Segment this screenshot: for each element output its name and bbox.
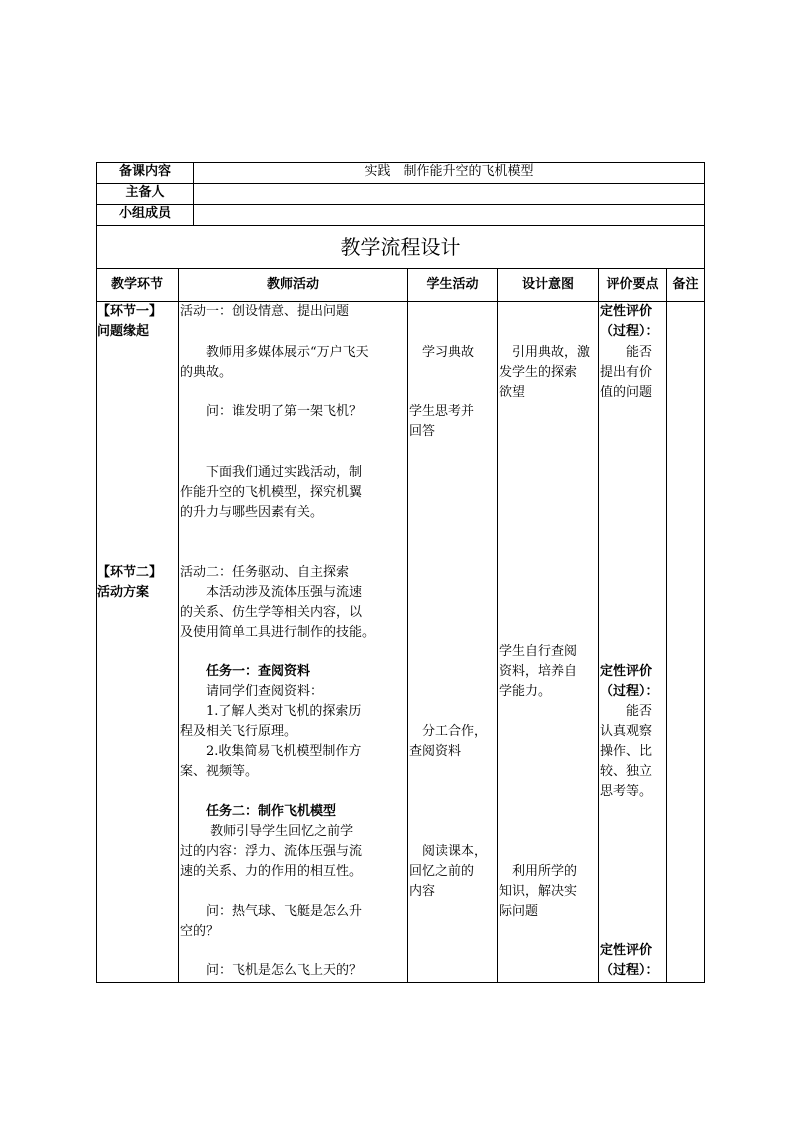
stage-label: 【环节二】 xyxy=(97,565,163,580)
banner-title: 教学流程设计 xyxy=(340,235,461,259)
teacher-text: 2.收集简易飞机模型制作方 xyxy=(180,744,362,759)
eval-point: 认真观察 xyxy=(600,724,653,739)
stage-label: 活动方案 xyxy=(97,585,150,600)
col-header-student: 学生活动 xyxy=(426,277,479,292)
teacher-text: 过的内容：浮力、流体压强与流 xyxy=(180,844,363,859)
student-activity: 回答 xyxy=(409,424,436,439)
col-header-stage: 教学环节 xyxy=(110,277,163,292)
design-intent: 发学生的探索 xyxy=(499,365,578,380)
stage-label: 问题缘起 xyxy=(97,324,150,339)
eval-point: （过程）： xyxy=(600,963,659,978)
row-label-group-members: 小组成员 xyxy=(118,206,171,221)
teacher-question: 问：谁发明了第一架飞机？ xyxy=(180,404,363,419)
task-title: 任务二：制作飞机模型 xyxy=(180,804,337,819)
teacher-question: 空的？ xyxy=(180,924,220,939)
design-intent: 资料，培养自 xyxy=(499,664,578,679)
col-header-teacher: 教师活动 xyxy=(266,277,319,292)
teacher-text: 请同学们查阅资料： xyxy=(180,684,324,699)
teacher-text: 的升力与哪些因素有关。 xyxy=(180,505,324,520)
row-label-lesson-content: 备课内容 xyxy=(118,164,171,179)
teacher-text: 及使用简单工具进行制作的技能。 xyxy=(180,625,376,640)
student-activity: 阅读课本， xyxy=(409,844,488,859)
teacher-question: 问：飞机是怎么飞上天的？ xyxy=(180,963,363,978)
teacher-text: 案、视频等。 xyxy=(180,764,259,779)
eval-point: 定性评价 xyxy=(600,664,653,679)
design-intent: 学能力。 xyxy=(499,684,552,699)
student-activity: 内容 xyxy=(409,884,436,899)
design-intent: 际问题 xyxy=(499,904,539,919)
stage-label: 【环节一】 xyxy=(97,304,163,319)
eval-point: （过程）： xyxy=(600,684,659,699)
row-label-lead-preparer: 主备人 xyxy=(125,185,165,200)
student-activity: 学习典故 xyxy=(409,345,475,360)
task-title: 任务一：查阅资料 xyxy=(180,664,311,679)
col-header-intent: 设计意图 xyxy=(521,277,574,292)
lesson-title: 实践 制作能升空的飞机模型 xyxy=(364,164,534,179)
teacher-text: 教师引导学生回忆之前学 xyxy=(180,824,354,839)
teacher-text: 作能升空的飞机模型，探究机翼 xyxy=(180,485,363,500)
eval-point: 能否 xyxy=(600,345,653,360)
student-activity: 分工合作， xyxy=(409,724,488,739)
teacher-text: 的典故。 xyxy=(180,365,233,380)
student-activity: 查阅资料 xyxy=(409,744,462,759)
eval-point: 定性评价 xyxy=(600,943,653,958)
col-header-eval: 评价要点 xyxy=(606,277,659,292)
eval-point: 较、独立 xyxy=(600,764,653,779)
design-intent: 知识，解决实 xyxy=(499,884,578,899)
teacher-text: 教师用多媒体展示“万户飞天 xyxy=(180,345,369,360)
teacher-question: 问：热气球、飞艇是怎么升 xyxy=(180,904,363,919)
eval-point: 定性评价 xyxy=(600,304,653,319)
teacher-text: 下面我们通过实践活动，制 xyxy=(180,465,363,480)
student-activity: 学生思考并 xyxy=(409,404,475,419)
design-intent: 欲望 xyxy=(499,385,526,400)
activity-title: 活动一：创设情意、提出问题 xyxy=(180,304,350,319)
design-intent: 引用典故，激 xyxy=(499,345,591,360)
design-intent: 学生自行查阅 xyxy=(499,644,578,659)
teacher-text: 程及相关飞行原理。 xyxy=(180,724,298,739)
teacher-text: 本活动涉及流体压强与流速 xyxy=(180,585,363,600)
eval-point: （过程）： xyxy=(600,324,659,339)
teacher-text: 速的关系、力的作用的相互性。 xyxy=(180,864,363,879)
col-header-notes: 备注 xyxy=(672,277,699,292)
teacher-text: 1.了解人类对飞机的探索历 xyxy=(180,704,362,719)
student-activity: 回忆之前的 xyxy=(409,864,475,879)
design-intent: 利用所学的 xyxy=(499,864,578,879)
eval-point: 提出有价 xyxy=(600,365,653,380)
eval-point: 值的问题 xyxy=(600,385,653,400)
teacher-text: 的关系、仿生学等相关内容，以 xyxy=(180,605,363,620)
eval-point: 操作、比 xyxy=(600,744,653,759)
eval-point: 能否 xyxy=(600,704,653,719)
eval-point: 思考等。 xyxy=(600,784,653,799)
activity-title: 活动二：任务驱动、自主探索 xyxy=(180,565,350,580)
